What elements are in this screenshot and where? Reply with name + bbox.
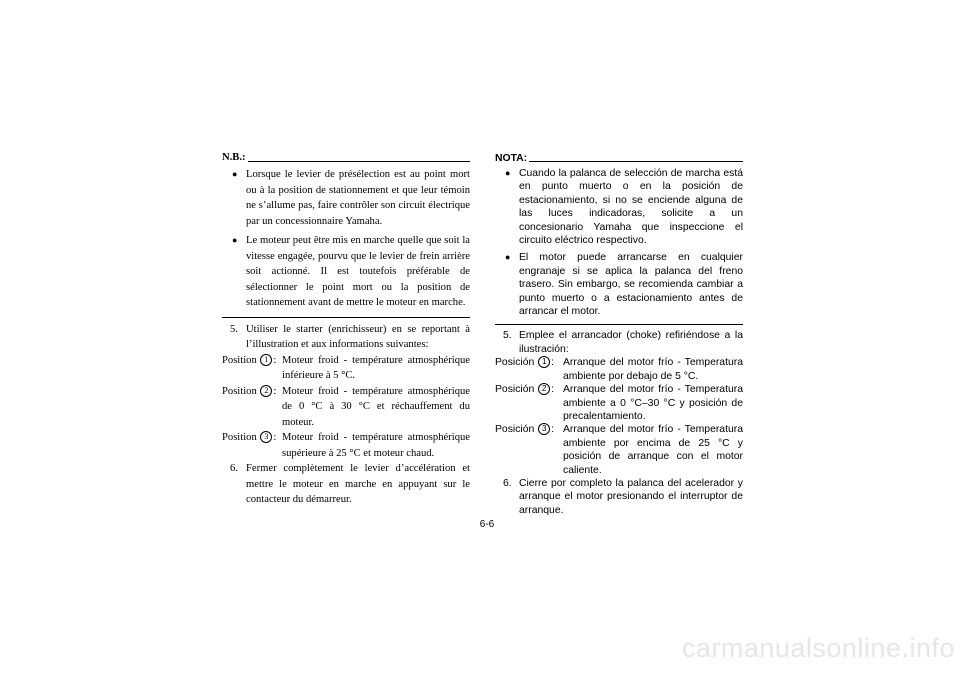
step-number: 6. [230,463,238,474]
choke-position-2 [222,384,470,431]
position-text: Arranque del motor frío - Temperatura ambiente por debajo de 5 °C. [563,357,743,382]
choke-position-3 [495,423,743,477]
bullet-icon: ● [232,235,238,245]
note-bullet [222,167,470,229]
circled-number: 3 [538,423,550,435]
position-label: Position 2 : [222,385,277,397]
position-text: Arranque del motor frío - Temperatura ambiente por encima de 25 °C y posición de arranque con el motor caliente. [563,424,743,476]
position-label: Position 3 : [222,432,277,443]
choke-position-3 [222,430,470,461]
step-text: Cierre por completo la palanca del acelerador y arranque el motor presionando el interruptor de arranque. [519,477,743,516]
choke-position-1 [495,356,743,383]
step-number: 5. [503,330,512,342]
note-rule [529,161,743,162]
circled-number: 1 [260,354,272,366]
spanish-column [495,150,743,517]
note-heading [495,150,743,165]
step-text: Emplee el arrancador (choke) refiriéndose a la ilustración: [519,330,743,355]
step-number: 6. [503,477,512,489]
watermark: carmanualsonline.info [681,633,955,663]
note-label: NOTA: [495,152,528,164]
french-column [222,150,470,508]
step-text: Fermer complètement le levier d’accélération et mettre le moteur en marche en appuyant sur le contacteur du démarreur. [246,463,470,505]
bullet-text: Cuando la palanca de selección de marcha está en punto muerto o en la posición de estacionamiento, si no se enciende alguna de las luces indicadoras, solicite a un concesionario Yamaha que inspeccione el circuito eléctrico respectivo. [519,168,743,247]
bullet-icon: ● [505,168,511,178]
position-label: Posición 3 : [495,424,555,436]
circled-number: 3 [260,431,272,443]
step-6 [495,477,743,517]
position-label: Posición 1 : [495,357,555,369]
step-text: Utiliser le starter (enrichisseur) en se reportant à l’illustration et aux informations suivantes: [246,323,470,350]
step-number: 5. [230,323,238,335]
step-6 [222,461,470,508]
note-heading [222,150,470,165]
note-bullet [222,233,470,311]
note-bullet [495,251,743,318]
step-5 [495,329,743,356]
circled-number: 2 [260,385,272,397]
note-label: N.B.: [222,151,246,163]
bullet-text: El motor puede arrancarse en cualquier engranaje si se aplica la palanca del freno trasero. Sin embargo, se recomienda cambiar a punto muerto o a estacionamiento antes de arrancar el motor. [519,252,743,318]
note-bullet [495,167,743,247]
bullet-text: Le moteur peut être mis en marche quelle que soit la vitesse engagée, pourvu que le levier de frein arrière soit actionné. Il est toutefois préférable de sélectionner le point mort ou la position de stationnement avant de mettre le moteur en marche. [246,235,470,308]
note-end-rule [495,324,743,325]
circled-number: 1 [538,356,550,368]
circled-number: 2 [538,383,550,395]
position-text: Moteur froid - température atmosphérique supérieure à 25 °C et moteur chaud. [282,432,470,459]
position-text: Arranque del motor frío - Temperatura ambiente a 0 °C–30 °C y posición de precalentamiento. [563,384,743,422]
page-number: 6-6 [479,519,495,530]
position-label: Posición 2 : [495,384,555,396]
note-end-rule [222,317,470,318]
bullet-icon: ● [232,169,238,179]
step-5 [222,322,470,353]
choke-position-1 [222,353,470,384]
position-text: Moteur froid - température atmosphérique inférieure à 5 °C. [282,354,470,381]
position-label: Position 1 : [222,354,277,366]
note-rule [248,161,470,162]
bullet-icon: ● [505,252,511,263]
position-text: Moteur froid - température atmosphérique de 0 °C à 30 °C et réchauffement du moteur. [282,385,470,428]
bullet-text: Lorsque le levier de présélection est au point mort ou à la position de stationnement et que leur témoin ne s’allume pas, faire contrôler son circuit électrique par un concessionnaire Yamaha. [246,169,470,227]
choke-position-2 [495,383,743,423]
